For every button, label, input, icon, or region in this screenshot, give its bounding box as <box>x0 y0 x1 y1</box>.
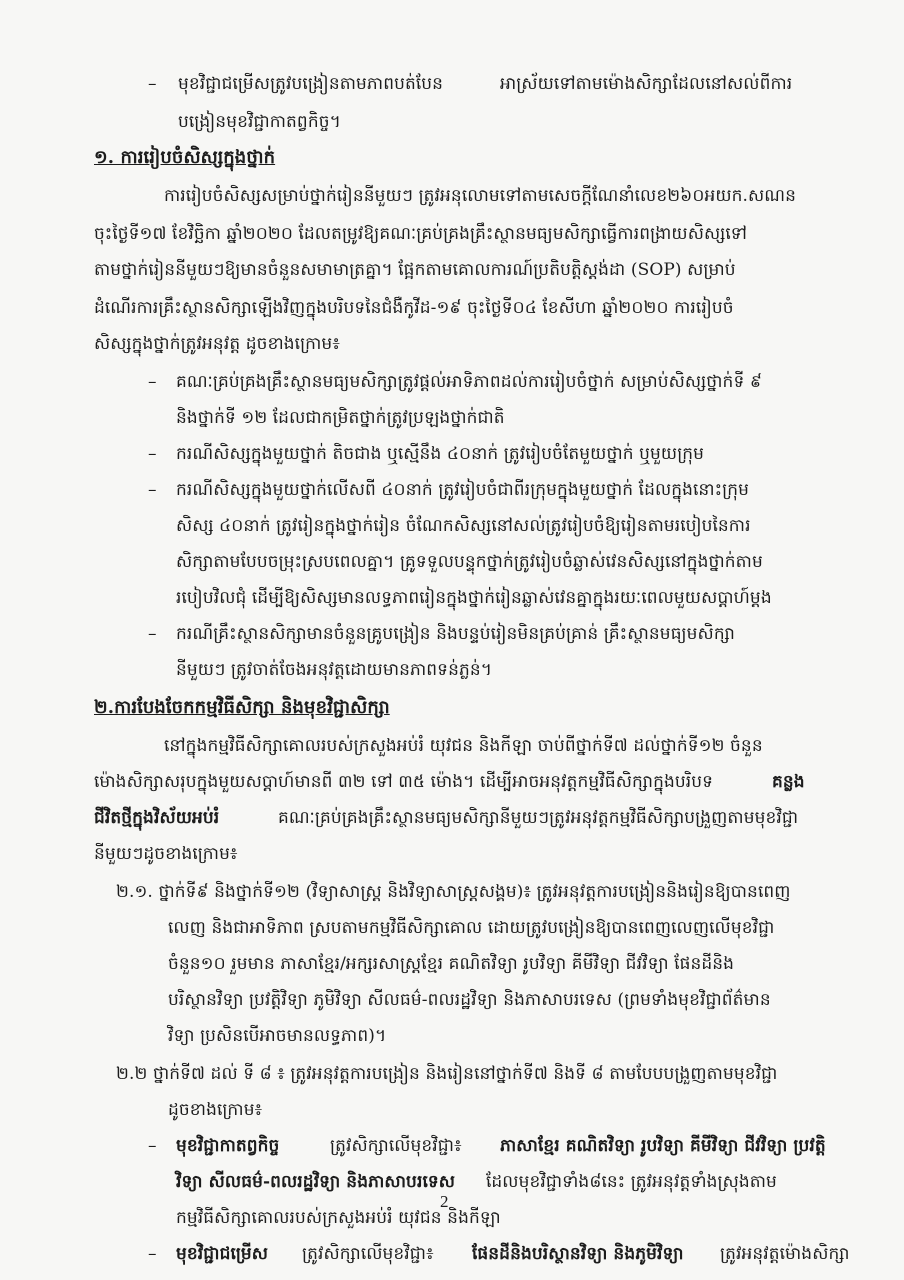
bold-phrase: វិទ្យា សីលធម៌-ពលរដ្ឋវិទ្យា និងភាសាបរទេស <box>176 1172 456 1192</box>
text-line: ចំនួន១០ រួមមាន ភាសាខ្មែរ/អក្សរសាស្ត្រខ្មែរ គណិតវិទ្យា រូបវិទ្យា គីមីវិទ្យា ជីវវិទ្យា ផែនដីនិង <box>168 954 735 974</box>
text-line: គណៈគ្រប់គ្រងគ្រឹះស្ថានមធ្យមសិក្សានីមួយៗត្រូវអនុវត្តកម្មវិធីសិក្សាបង្រួញតាមមុខវិជ្ជា <box>278 808 799 828</box>
text-line: ដូចខាងក្រោម៖ <box>168 1100 263 1120</box>
text-line: វិទ្យា ប្រសិនបើអាចមានលទ្ធភាព)។ <box>168 1026 387 1046</box>
text-line: មុខវិជ្ជាជម្រើសត្រូវបង្រៀនតាមភាពបត់បែន <box>178 74 444 94</box>
bold-phrase: ផែនដីនិងបរិស្ថានវិទ្យា និងភូមិវិទ្យា <box>472 1244 684 1264</box>
text-line: សិស្ស ៤០នាក់ ត្រូវរៀនក្នុងថ្នាក់រៀន ចំណែកសិស្សនៅសល់ត្រូវរៀបចំឱ្យរៀនតាមរបៀបនៃការ <box>176 516 751 536</box>
text-line: ត្រូវអនុវត្តម៉ោងសិក្សា <box>720 1244 850 1264</box>
bold-phrase: គន្លង <box>772 772 805 792</box>
text-line: ករណីគ្រឹះស្ថានសិក្សាមានចំនួនគ្រូបង្រៀន និងបន្ទប់រៀនមិនគ្រប់គ្រាន់ គ្រឹះស្ថានមធ្យមសិក្សា <box>176 624 735 644</box>
text-line: សិក្សាតាមបែបចម្រុះស្របពេលគ្នា។ គ្រូទទួលបន្ទុកថ្នាក់ត្រូវរៀបចំឆ្លាស់វេនសិស្សនៅក្នុងថ្នាក់តាម <box>176 552 763 572</box>
text-line: ដំណើរការគ្រឹះស្ថានសិក្សាឡើងវិញក្នុងបរិបទនៃជំងឺកូវីដ-១៩ ចុះថ្ងៃទី០៤ ខែសីហា ឆ្នាំ២០២០ ការរៀបចំ <box>94 298 734 318</box>
text-line: បង្រៀនមុខវិជ្ជាកាតព្វកិច្ច។ <box>178 112 341 132</box>
section-heading-1: ១. ការរៀបចំសិស្សក្នុងថ្នាក់ <box>94 147 276 168</box>
bullet-dash: – <box>148 1244 157 1264</box>
text-line: និងថ្នាក់ទី ១២ ដែលជាកម្រិតថ្នាក់ត្រូវប្រឡងថ្នាក់ជាតិ <box>176 408 505 428</box>
text-line: បរិស្ថានវិទ្យា ប្រវត្តិវិទ្យា ភូមិវិទ្យា សីលធម៌-ពលរដ្ឋវិទ្យា និងភាសាបរទេស (ព្រមទាំងមុខវិជ្ជាព័ត៌មាន <box>168 990 771 1010</box>
bullet-dash: – <box>148 372 157 392</box>
text-line: សិស្សក្នុងថ្នាក់ត្រូវអនុវត្ត ដូចខាងក្រោម៖ <box>94 334 340 354</box>
bullet-dash: – <box>148 444 157 464</box>
text-line: គណៈគ្រប់គ្រងគ្រឹះស្ថានមធ្យមសិក្សាត្រូវផ្តល់អាទិភាពដល់ការរៀបចំថ្នាក់ សម្រាប់សិស្សថ្នាក់ទី ៩ <box>176 372 762 392</box>
text-line: នៅក្នុងកម្មវិធីសិក្សាគោលរបស់ក្រសួងអប់រំ យុវជន និងកីឡា ចាប់ពីថ្នាក់ទី៧ ដល់ថ្នាក់ទី១២ ចំនួន <box>164 736 763 756</box>
bullet-dash: – <box>148 624 157 644</box>
subsection-2-2: ២.២ ថ្នាក់ទី៧ ដល់ ទី ៨ ៖ ត្រូវអនុវត្តការបង្រៀន និងរៀននៅថ្នាក់ទី៧ និងទី ៨ តាមបែបបង្រួញតាមមុខវិជ្ជា <box>116 1064 778 1084</box>
text-line: ចុះថ្ងៃទី១៧ ខែវិច្ឆិកា ឆ្នាំ២០២០ ដែលតម្រូវឱ្យគណៈគ្រប់គ្រងគ្រឹះស្ថានមធ្យមសិក្សាធ្វើការពង្រាយសិស្សទៅ <box>94 224 748 244</box>
text-line: ការរៀបចំសិស្សសម្រាប់ថ្នាក់រៀននីមួយៗ ត្រូវអនុលោមទៅតាមសេចក្តីណែនាំលេខ២៦០អយក.សណន <box>164 186 797 206</box>
bold-phrase: មុខវិជ្ជាកាតព្វកិច្ច <box>176 1136 280 1156</box>
bullet-dash: – <box>148 74 157 94</box>
subsection-2-1: ២.១. ថ្នាក់ទី៩ និងថ្នាក់ទី១២ (វិទ្យាសាស្ត្រ និងវិទ្យាសាស្ត្រសង្គម)៖ ត្រូវអនុវត្តការបង្រៀននិងរៀនឱ្យបានពេញ <box>116 882 791 902</box>
text-line: របៀបវិលជុំ ដើម្បីឱ្យសិស្សមានលទ្ធភាពរៀនក្នុងថ្នាក់រៀនឆ្លាស់វេនគ្នាក្នុងរយៈពេលមួយសប្តាហ៍ម្តង <box>176 588 772 608</box>
text-line: នីមួយៗ ត្រូវចាត់ចែងអនុវត្តដោយមានភាពទន់ភ្លន់។ <box>176 660 493 680</box>
bullet-dash: – <box>148 1136 157 1156</box>
text-line: តាមថ្នាក់រៀននីមួយៗឱ្យមានចំនួនសមាមាត្រគ្នា។ ផ្អែកតាមគោលការណ៍ប្រតិបត្តិស្តង់ដា (SOP) សម្រាប់ <box>94 260 736 280</box>
bullet-dash: – <box>148 480 157 500</box>
section-heading-2: ២.ការបែងចែកកម្មវិធីសិក្សា និងមុខវិជ្ជាសិក្សា <box>94 697 390 718</box>
page-number: 2 <box>440 1192 449 1211</box>
text-line: លេញ និងជាអាទិភាព ស្របតាមកម្មវិធីសិក្សាគោល ដោយត្រូវបង្រៀនឱ្យបានពេញលេញលើមុខវិជ្ជា <box>168 918 775 938</box>
text-line: នីមួយៗដូចខាងក្រោម៖ <box>94 844 238 864</box>
text-line: កម្មវិធីសិក្សាគោលរបស់ក្រសួងអប់រំ យុវជន និងកីឡា <box>176 1208 501 1228</box>
text-line: ម៉ោងសិក្សាសរុបក្នុងមួយសប្តាហ៍មានពី ៣២ ទៅ ៣៥ ម៉ោង។ ដើម្បីអាចអនុវត្តកម្មវិធីសិក្សាក្នុងបរិបទ <box>94 772 714 792</box>
bold-phrase: ជីវិតថ្មីក្នុងវិស័យអប់រំ <box>94 808 220 828</box>
text-line: ត្រូវសិក្សាលើមុខវិជ្ជា៖ <box>302 1244 434 1264</box>
text-line: ត្រូវសិក្សាលើមុខវិជ្ជា៖ <box>330 1136 462 1156</box>
text-line: ករណីសិស្សក្នុងមួយថ្នាក់ តិចជាង ឬស្មើនឹង ៤០នាក់ ត្រូវរៀបចំតែមួយថ្នាក់ ឬមួយក្រុម <box>176 444 705 464</box>
bold-phrase: ភាសាខ្មែរ គណិតវិទ្យា រូបវិទ្យា គីមីវិទ្យា ជីវវិទ្យា ប្រវត្តិ <box>500 1136 826 1156</box>
text-line: ករណីសិស្សក្នុងមួយថ្នាក់លើសពី ៤០នាក់ ត្រូវរៀបចំជាពីរក្រុមក្នុងមួយថ្នាក់ ដែលក្នុងនោះក្រុម <box>176 480 750 500</box>
text-line: ដែលមុខវិជ្ជាទាំង៨នេះ ត្រូវអនុវត្តទាំងស្រុងតាម <box>486 1172 777 1192</box>
bold-phrase: មុខវិជ្ជាជម្រើស <box>176 1244 269 1264</box>
text-line: អាស្រ័យទៅតាមម៉ោងសិក្សាដែលនៅសល់ពីការ <box>500 74 793 94</box>
